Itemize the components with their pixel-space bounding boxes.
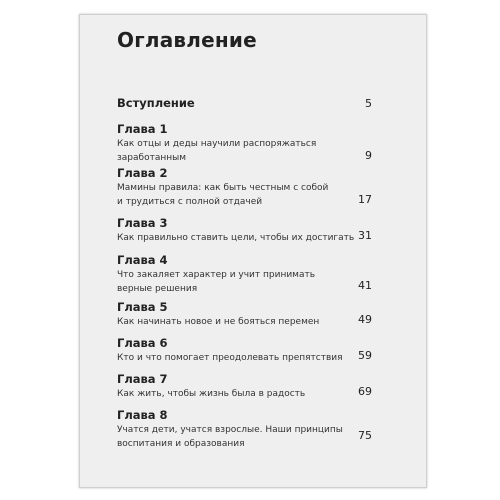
toc-line: Как жить, чтобы жизнь была в радость <box>117 389 306 399</box>
toc-heading: Глава 5 <box>117 300 168 314</box>
toc-page-number: 5 <box>365 97 372 110</box>
toc-entry-chapter-2 <box>117 166 371 209</box>
toc-page-number: 41 <box>358 279 372 292</box>
toc-line: Что закаляет характер и учит принимать <box>117 270 316 280</box>
toc-line: Мамины правила: как быть честным с собой <box>117 183 329 193</box>
toc-entry-chapter-3 <box>117 216 371 245</box>
toc-page-number: 49 <box>358 313 372 326</box>
toc-heading: Глава 2 <box>117 166 168 180</box>
page-title: Оглавление <box>117 28 257 52</box>
toc-line: заработанным <box>117 153 187 163</box>
toc-heading: Вступление <box>117 96 195 110</box>
toc-entry-intro <box>117 96 371 111</box>
toc-heading: Глава 4 <box>117 253 168 267</box>
toc-heading: Глава 8 <box>117 408 168 422</box>
toc-page-number: 69 <box>358 385 372 398</box>
toc-entry-chapter-5 <box>117 300 371 329</box>
toc-heading: Глава 3 <box>117 216 168 230</box>
toc-entry-chapter-6 <box>117 336 371 365</box>
toc-heading: Глава 1 <box>117 122 168 136</box>
toc-entry-chapter-8 <box>117 408 371 451</box>
toc-page-number: 17 <box>358 193 372 206</box>
toc-page-number: 31 <box>358 229 372 242</box>
toc-line: воспитания и образования <box>117 439 245 449</box>
toc-line: Как правильно ставить цели, чтобы их достигать <box>117 233 355 243</box>
toc-entry-chapter-7 <box>117 372 371 401</box>
toc-page-number: 75 <box>358 429 372 442</box>
toc-page-number: 59 <box>358 349 372 362</box>
toc-line: Как начинать новое и не бояться перемен <box>117 317 320 327</box>
toc-heading: Глава 7 <box>117 372 168 386</box>
toc-line: верные решения <box>117 284 198 294</box>
toc-line: Как отцы и деды научили распоряжаться <box>117 139 317 149</box>
toc-entry-chapter-1 <box>117 122 371 165</box>
toc-line: Кто и что помогает преодолевать препятствия <box>117 353 343 363</box>
toc-page-number: 9 <box>365 149 372 162</box>
toc-line: Учатся дети, учатся взрослые. Наши принципы <box>117 425 343 435</box>
toc-line: и трудиться с полной отдачей <box>117 197 263 207</box>
toc-entry-chapter-4 <box>117 253 371 296</box>
toc-heading: Глава 6 <box>117 336 168 350</box>
